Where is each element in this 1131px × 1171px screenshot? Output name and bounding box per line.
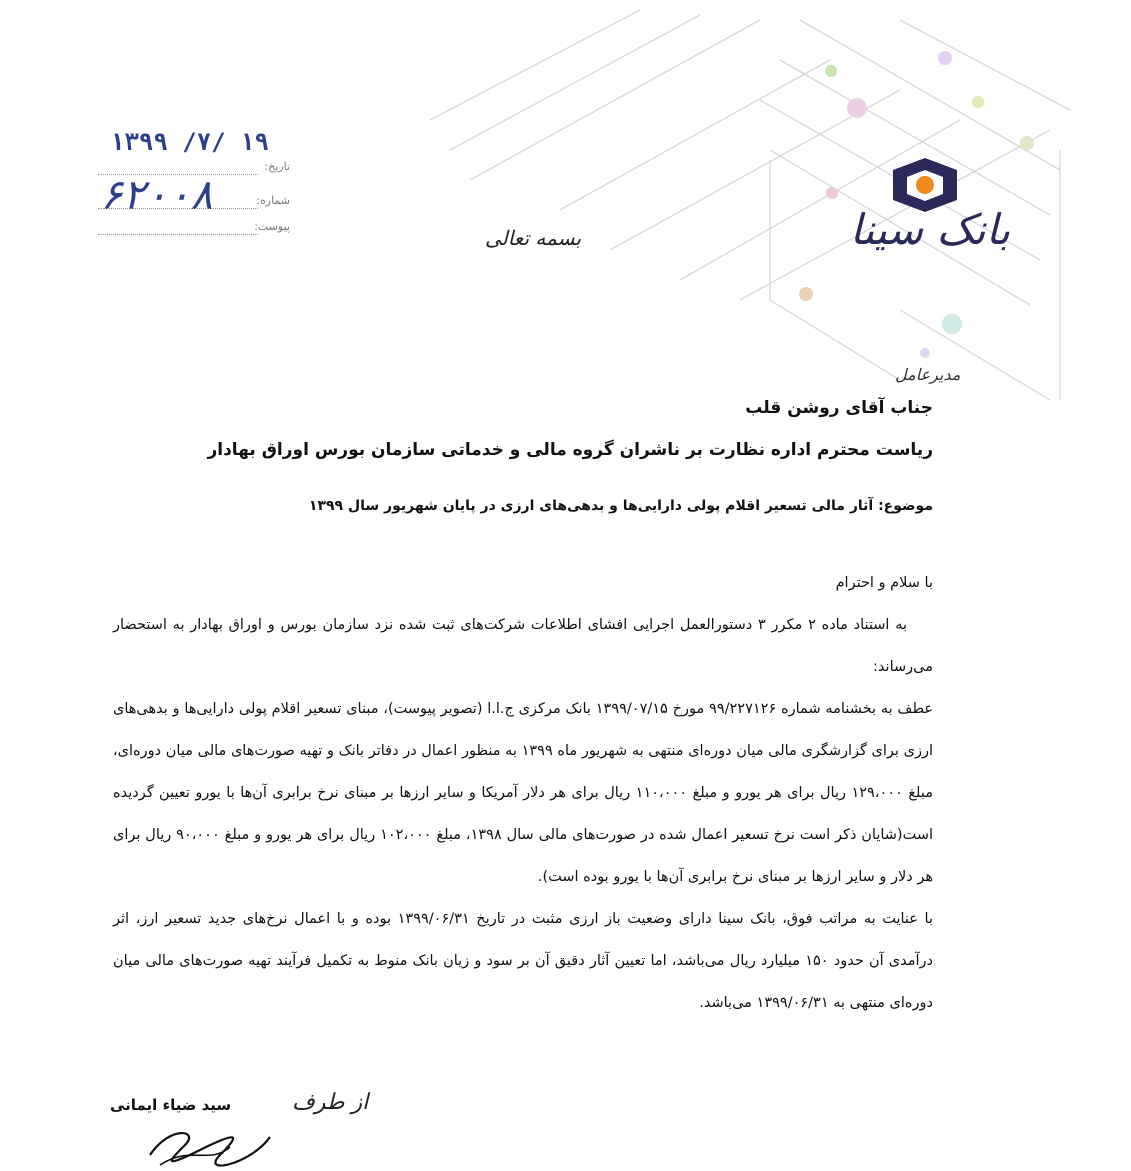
letter-subject: موضوع: آثار مالی تسعیر اقلام پولی دارایی‌ها و بدهی‌های ارزی در پایان شهریور سال ۱۳۹۹: [308, 498, 933, 514]
number-value: ۶۲۰۰۸: [100, 170, 213, 219]
greeting: با سلام و احترام: [835, 575, 933, 591]
addressee-name: جناب آقای روشن قلب: [745, 398, 933, 418]
number-line: [98, 208, 258, 209]
handwritten-note: مدیرعامل: [895, 365, 961, 384]
bank-name: بانک سینا: [849, 205, 1011, 254]
paragraph-1: به استناد ماده ۲ مکرر ۳ دستورالعمل اجرایی افشای اطلاعات شرکت‌های ثبت شده نزد سازمان بورس و اوراق بهادار به استحضار می‌رساند:: [113, 617, 933, 675]
attachment-label: پیوست:: [254, 220, 290, 233]
signature-note: از طرف: [292, 1090, 369, 1115]
paragraph-3: با عنایت به مراتب فوق، بانک سینا دارای وضعیت باز ارزی مثبت در تاریخ ۱۳۹۹/۰۶/۳۱ بوده و با اعمال نرخ‌های جدید تسعیر ارز، اثر درآمدی آن حدود ۱۵۰ میلیارد ریال می‌باشد، اما تعیین آثار دقیق آن بر سود و زیان بانک منوط به تکمیل فرآیند تهیه صورت‌های مالی میان دوره‌ای منتهی به ۱۳۹۹/۰۶/۳۱ می‌باشد.: [113, 911, 933, 1011]
number-label: شماره:: [256, 194, 290, 207]
date-label: تاریخ:: [264, 160, 290, 173]
letter-body: [113, 562, 933, 1024]
signer-name: سید ضیاء ایمانی: [110, 1096, 232, 1114]
signature-icon: [140, 1115, 280, 1171]
letter-meta: [80, 118, 290, 238]
paragraph-2: عطف به بخشنامه شماره ۹۹/۲۲۷۱۲۶ مورخ ۱۳۹۹/۰۷/۱۵ بانک مرکزی ج.ا.ا (تصویر پیوست)، مبنای تسعیر اقلام پولی دارایی‌ها و بدهی‌های ارزی برای گزارشگری مالی میان دوره‌ای منتهی به شهریور ماه ۱۳۹۹ به منظور اعمال در دفاتر بانک و تهیه صورت‌های مالی میان دوره‌ای، مبلغ ۱۲۹،۰۰۰ ریال برای هر یورو و مبلغ ۱۱۰،۰۰۰ ریال برای هر دلار آمریکا و سایر ارزها بر مبنای نرخ برابری آن‌ها با یورو تعیین گردیده است(شایان ذکر است نرخ تسعیر اعمال شده در صورت‌های مالی سال ۱۳۹۸، مبلغ ۱۰۲،۰۰۰ ریال برای هر یورو و مبلغ ۹۰،۰۰۰ ریال برای هر دلار و سایر ارزها بر مبنای نرخ برابری آن‌ها با یورو بوده است).: [113, 701, 934, 885]
attachment-line: [98, 234, 258, 235]
addressee-position: ریاست محترم اداره نظارت بر ناشران گروه مالی و خدماتی سازمان بورس اوراق بهادار: [207, 440, 933, 460]
date-value: ۱۳۹۹ /۷/ ۱۹: [110, 128, 269, 156]
basmala: بسمه تعالی: [484, 226, 582, 250]
